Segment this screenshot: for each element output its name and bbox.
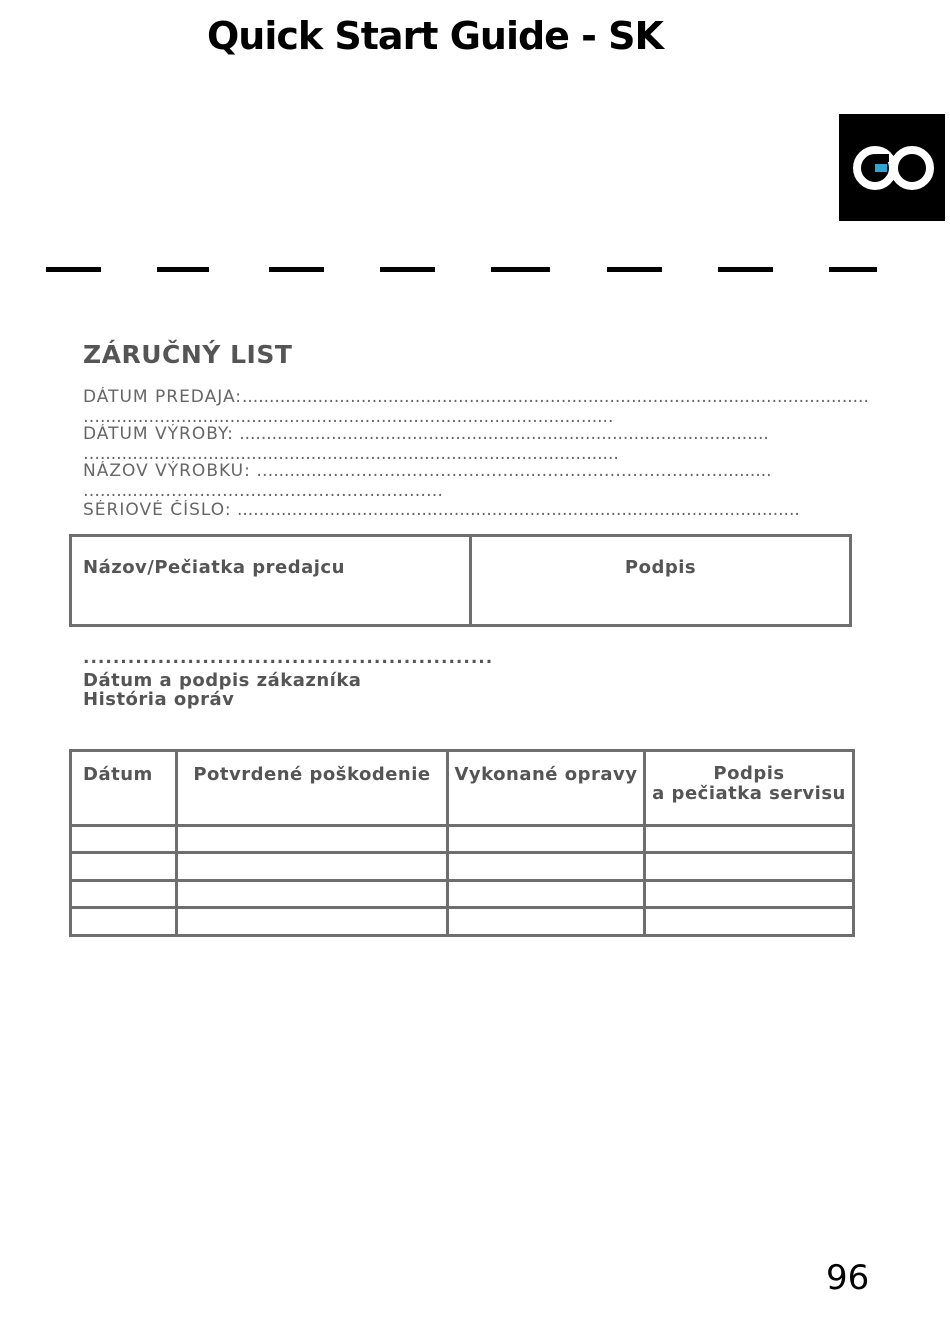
- table-cell[interactable]: [448, 880, 645, 908]
- table-cell[interactable]: [71, 853, 177, 881]
- seller-signature-label: Podpis: [624, 557, 697, 578]
- table-cell[interactable]: [645, 880, 854, 908]
- cut-line: [0, 267, 950, 272]
- field-dots-continued: …...............................................................................................: [83, 408, 614, 426]
- table-cell[interactable]: [645, 853, 854, 881]
- table-cell[interactable]: [448, 908, 645, 936]
- dash: [491, 267, 550, 272]
- dash: [46, 267, 101, 272]
- customer-signature-label: Dátum a podpis zákazníka: [83, 670, 362, 691]
- serial-number-field: [83, 500, 873, 520]
- product-name-field: [83, 461, 873, 481]
- dash: [607, 267, 662, 272]
- column-header-text: Dátum: [83, 764, 153, 785]
- field-dots: ....….................................................................................................: [231, 500, 800, 520]
- seller-stamp-box: [69, 534, 472, 627]
- field-label: DÁTUM VÝROBY:: [83, 424, 234, 444]
- field-dots: ....................................................................................................................: [242, 387, 869, 407]
- table-cell[interactable]: [71, 908, 177, 936]
- table-cell[interactable]: [448, 853, 645, 881]
- field-label: DÁTUM PREDAJA:: [83, 387, 242, 407]
- go-logo-icon: [839, 114, 945, 221]
- repair-history-title: História opráv: [83, 689, 235, 710]
- table-row: [71, 853, 854, 881]
- dash: [829, 267, 877, 272]
- table-row: [71, 825, 854, 853]
- field-dots: …..........…………..…………………..…………………………….........: [250, 461, 772, 481]
- table-row: [71, 880, 854, 908]
- seller-signature-box: [469, 534, 852, 627]
- table-cell[interactable]: [177, 853, 448, 881]
- column-header-damage: [177, 751, 448, 826]
- dash: [718, 267, 773, 272]
- page-number: 96: [826, 1258, 870, 1298]
- customer-signature-line: .......................................................: [83, 648, 494, 668]
- column-header-signature: [645, 751, 854, 826]
- column-header-text: Podpis: [713, 763, 785, 784]
- dash: [380, 267, 435, 272]
- dash: [269, 267, 324, 272]
- seller-stamp-label: Názov/Pečiatka predajcu: [83, 557, 345, 578]
- column-header-date: [71, 751, 177, 826]
- sale-date-field: [83, 387, 873, 407]
- table-row: [71, 908, 854, 936]
- column-header-repairs: [448, 751, 645, 826]
- dash: [157, 267, 209, 272]
- table-cell[interactable]: [71, 825, 177, 853]
- table-cell[interactable]: [645, 908, 854, 936]
- table-header-row: [71, 751, 854, 826]
- table-cell[interactable]: [177, 908, 448, 936]
- table-cell[interactable]: [71, 880, 177, 908]
- table-cell[interactable]: [645, 825, 854, 853]
- production-date-field: [83, 424, 873, 444]
- column-header-text: a pečiatka servisu: [652, 783, 846, 804]
- warranty-title: ZÁRUČNÝ LIST: [83, 340, 293, 369]
- repair-history-table: [69, 749, 855, 937]
- field-dots: ..................................................................................................: [233, 424, 769, 444]
- field-label: NÁZOV VÝROBKU:: [83, 461, 251, 481]
- field-label: SÉRIOVÉ ČÍSLO:: [83, 500, 232, 520]
- table-cell[interactable]: [448, 825, 645, 853]
- brand-logo: [839, 114, 945, 221]
- field-dots-continued: …..........……………………………………………: [83, 482, 444, 500]
- table-cell[interactable]: [177, 825, 448, 853]
- page-title: Quick Start Guide - SK: [206, 14, 663, 58]
- column-header-text: Potvrdené poškodenie: [193, 764, 431, 785]
- table-cell[interactable]: [177, 880, 448, 908]
- field-dots-continued: …................................................................................................: [83, 445, 619, 463]
- column-header-text: Vykonané opravy: [454, 764, 638, 785]
